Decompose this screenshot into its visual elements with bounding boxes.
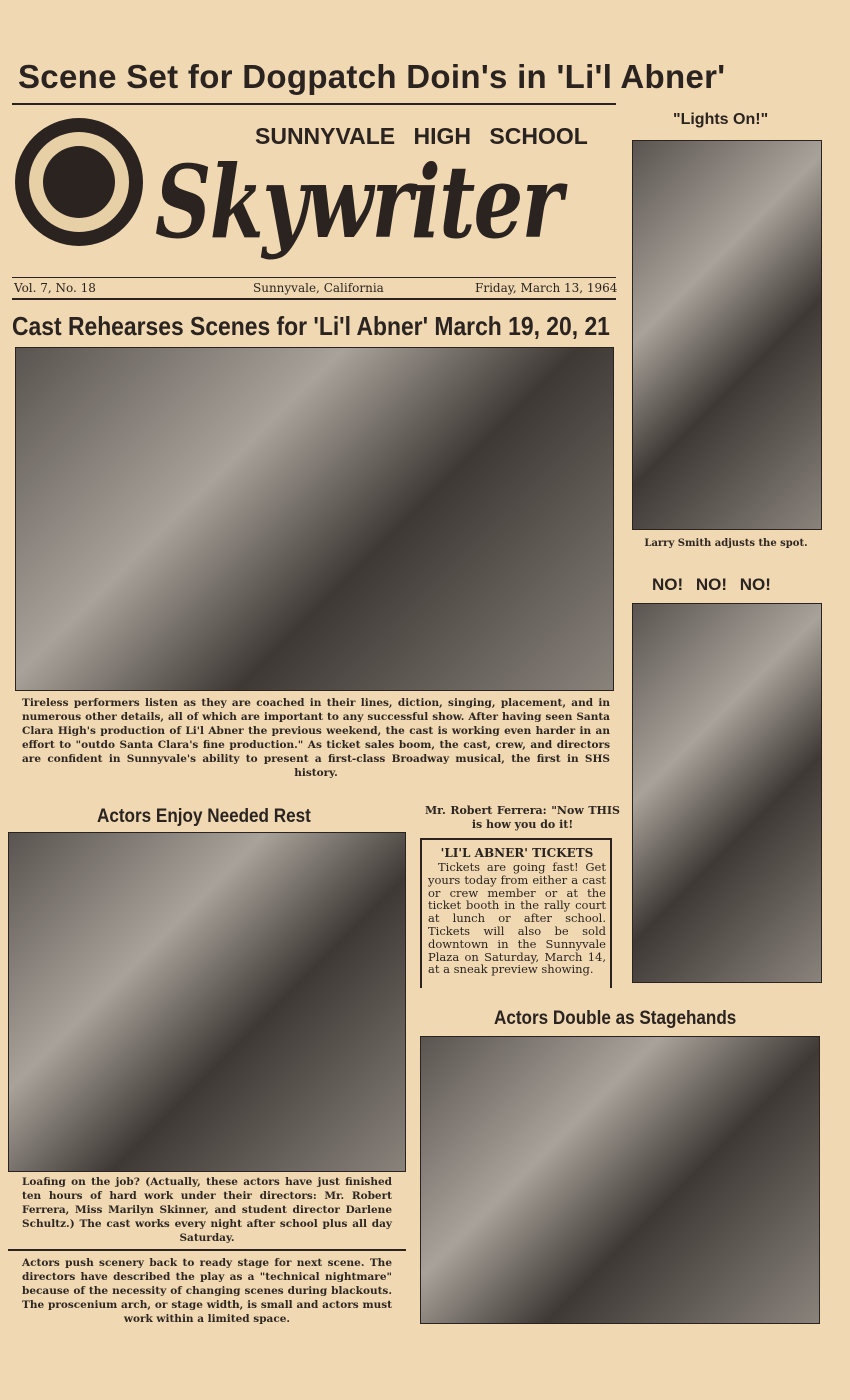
masthead-title: Skywriter	[155, 143, 562, 261]
top-headline: Scene Set for Dogpatch Doin's in 'Li'l Abner'	[18, 58, 726, 95]
stagehands-photo	[420, 1036, 820, 1324]
main-caption: Tireless performers listen as they are coached in their lines, diction, singing, placement, and in numerous other details, all of which are important to any successful show. After having seen Santa Clara High's production of Li'l Abner the previous weekend, the cast is working even harder in an effort to "outdo Santa Clara's fine production." As ticket sales boom, the cast, crew, and directors are confident in Sunnyvale's ability to present a first-class Broadway musical, the first in SHS history.	[22, 697, 610, 779]
dateline-place: Sunnyvale, California	[253, 281, 384, 295]
school-seal-logo	[15, 118, 143, 246]
tickets-body: Tickets are going fast! Get yours today from either a cast or crew member or at the ticket booth in the rally court at lunch or after school. Tickets will also be sold downtown in the Sunnyvale Plaza on Saturday, March 14, at a sneak preview showing.	[428, 860, 606, 977]
lights-photo	[632, 140, 822, 530]
no-heading: NO! NO! NO!	[652, 575, 771, 594]
rest-rule	[8, 1249, 406, 1251]
rest-headline: Actors Enjoy Needed Rest	[97, 806, 311, 827]
rest-photo	[8, 832, 406, 1172]
stagehands-headline: Actors Double as Stagehands	[494, 1008, 737, 1029]
headline-rule	[12, 103, 616, 105]
director-photo	[632, 603, 822, 983]
lights-heading: "Lights On!"	[673, 111, 769, 128]
tickets-title: 'LI'L ABNER' TICKETS	[440, 846, 594, 860]
rehearsal-photo	[15, 347, 614, 691]
dateline-date: Friday, March 13, 1964	[475, 281, 618, 295]
lights-caption: Larry Smith adjusts the spot.	[644, 538, 808, 549]
scenery-caption: Actors push scenery back to ready stage for next scene. The directors have described the play as a "technical nightmare" because of the necessity of changing scenes during blackouts. The proscenium arch, or stage width, is small and actors must work within a limited space.	[22, 1257, 392, 1325]
director-caption: Mr. Robert Ferrera: "Now THIS is how you do it!	[425, 804, 620, 831]
rest-caption: Loafing on the job? (Actually, these actors have just finished ten hours of hard work under their directors: Mr. Robert Ferrera, Miss Marilyn Skinner, and student director Darlene Schultz.) The cast works every night after school plus all day Saturday.	[22, 1176, 392, 1244]
dateline-rule-bottom	[12, 298, 616, 300]
masthead-school: SUNNYVALE HIGH SCHOOL	[255, 123, 588, 149]
main-headline: Cast Rehearses Scenes for 'Li'l Abner' March 19, 20, 21	[12, 311, 610, 341]
tickets-box	[420, 838, 612, 988]
dateline-rule-top	[12, 277, 616, 278]
dateline-volume: Vol. 7, No. 18	[14, 281, 96, 295]
